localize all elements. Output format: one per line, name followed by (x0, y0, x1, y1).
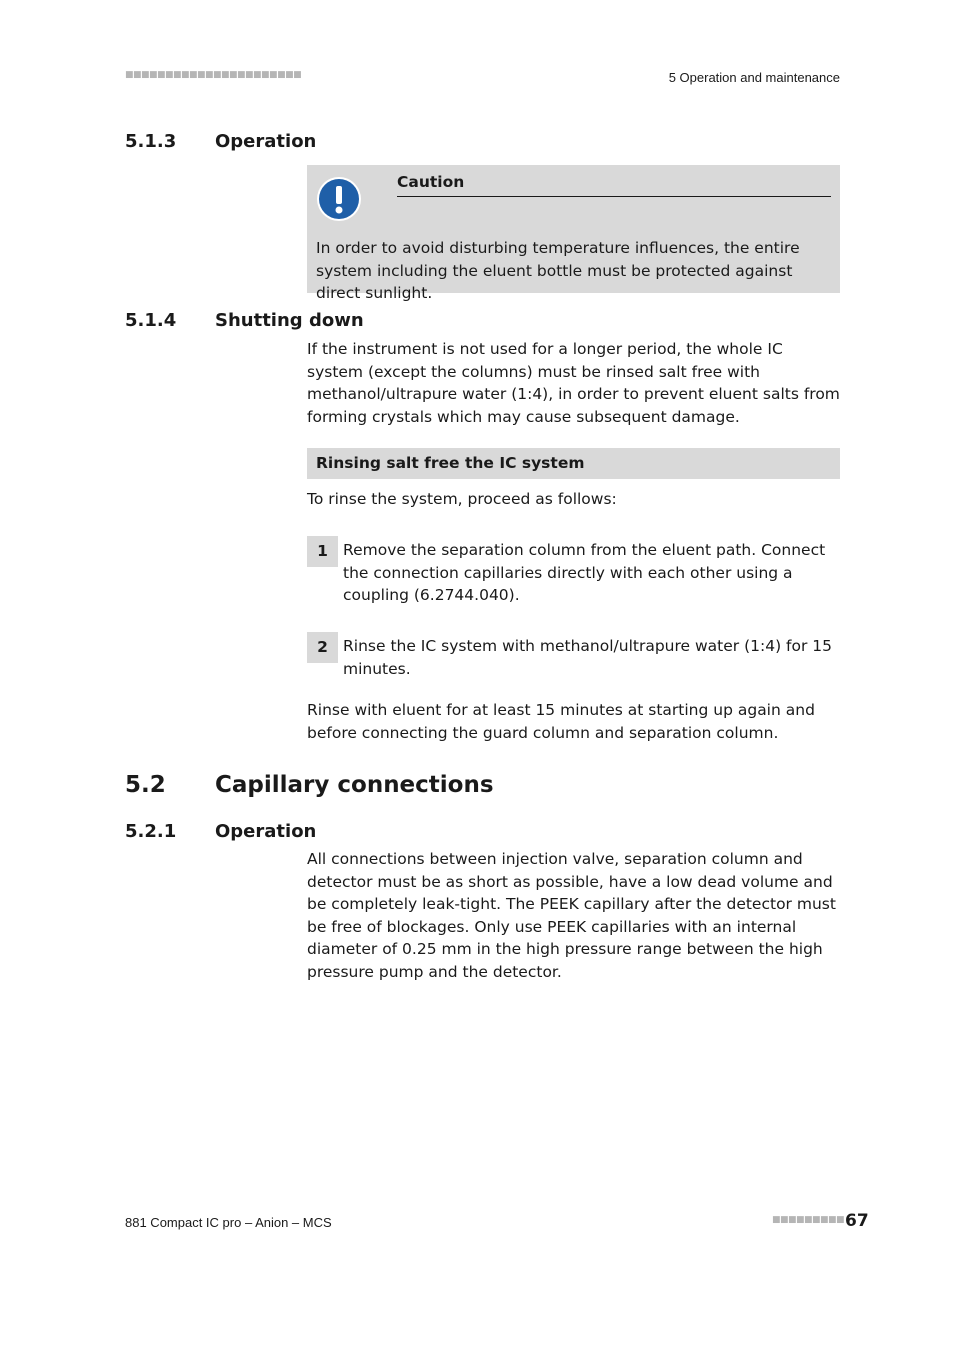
section-number-5-1-3: 5.1.3 (125, 131, 177, 152)
step-number-2: 2 (307, 632, 338, 663)
section-title-5-2-1: Operation (215, 821, 317, 842)
header-decoration: ■■■■■■■■■■■■■■■■■■■■■■ (125, 70, 302, 80)
footer-decoration: ■■■■■■■■■ (772, 1215, 845, 1225)
rinse-after-text: Rinse with eluent for at least 15 minutes at starting up again and before connecting the guard column and separation column. (307, 701, 815, 742)
caution-divider (397, 196, 831, 197)
section-title-5-2: Capillary connections (215, 772, 494, 798)
shutting-down-intro: If the instrument is not used for a longer period, the whole IC system (except the columns) must be rinsed salt free with methanol/ultrapure water (1:4), in order to prevent eluent salts from forming crystals which may cause subsequent damage. (307, 340, 840, 426)
step-text-2: Rinse the IC system with methanol/ultrapure water (1:4) for 15 minutes. (343, 637, 833, 678)
step-number-1: 1 (307, 536, 338, 567)
footer-product-name: 881 Compact IC pro – Anion – MCS (125, 1215, 332, 1230)
exclamation-circle-icon (316, 176, 362, 222)
caution-text: In order to avoid disturbing temperature influences, the entire system including the eluent bottle must be protected against direct sunlight. (316, 239, 800, 302)
step-text-1: Remove the separation column from the eluent path. Connect the connection capillaries directly with each other using a coupling (6.2744.040). (343, 541, 826, 604)
procedure-lead: To rinse the system, proceed as follows: (307, 490, 617, 508)
running-header-chapter: 5 Operation and maintenance (668, 70, 840, 85)
caution-box (307, 165, 840, 302)
section-number-5-2: 5.2 (125, 772, 166, 798)
section-title-5-1-3: Operation (215, 131, 317, 152)
caution-title: Caution (397, 173, 465, 191)
section-number-5-1-4: 5.1.4 (125, 310, 177, 331)
page-number: 67 (845, 1211, 869, 1231)
capillary-text: All connections between injection valve, separation column and detector must be as short as possible, have a low dead volume and be completely leak-tight. The PEEK capillary after the detector must be free of blockages. Only use PEEK capillaries with an internal diameter of 0.25 mm in the high pressure range between the high pressure pump and the detector. (307, 850, 836, 981)
section-number-5-2-1: 5.2.1 (125, 821, 177, 842)
procedure-title: Rinsing salt free the IC system (307, 448, 840, 479)
section-title-5-1-4: Shutting down (215, 310, 364, 331)
